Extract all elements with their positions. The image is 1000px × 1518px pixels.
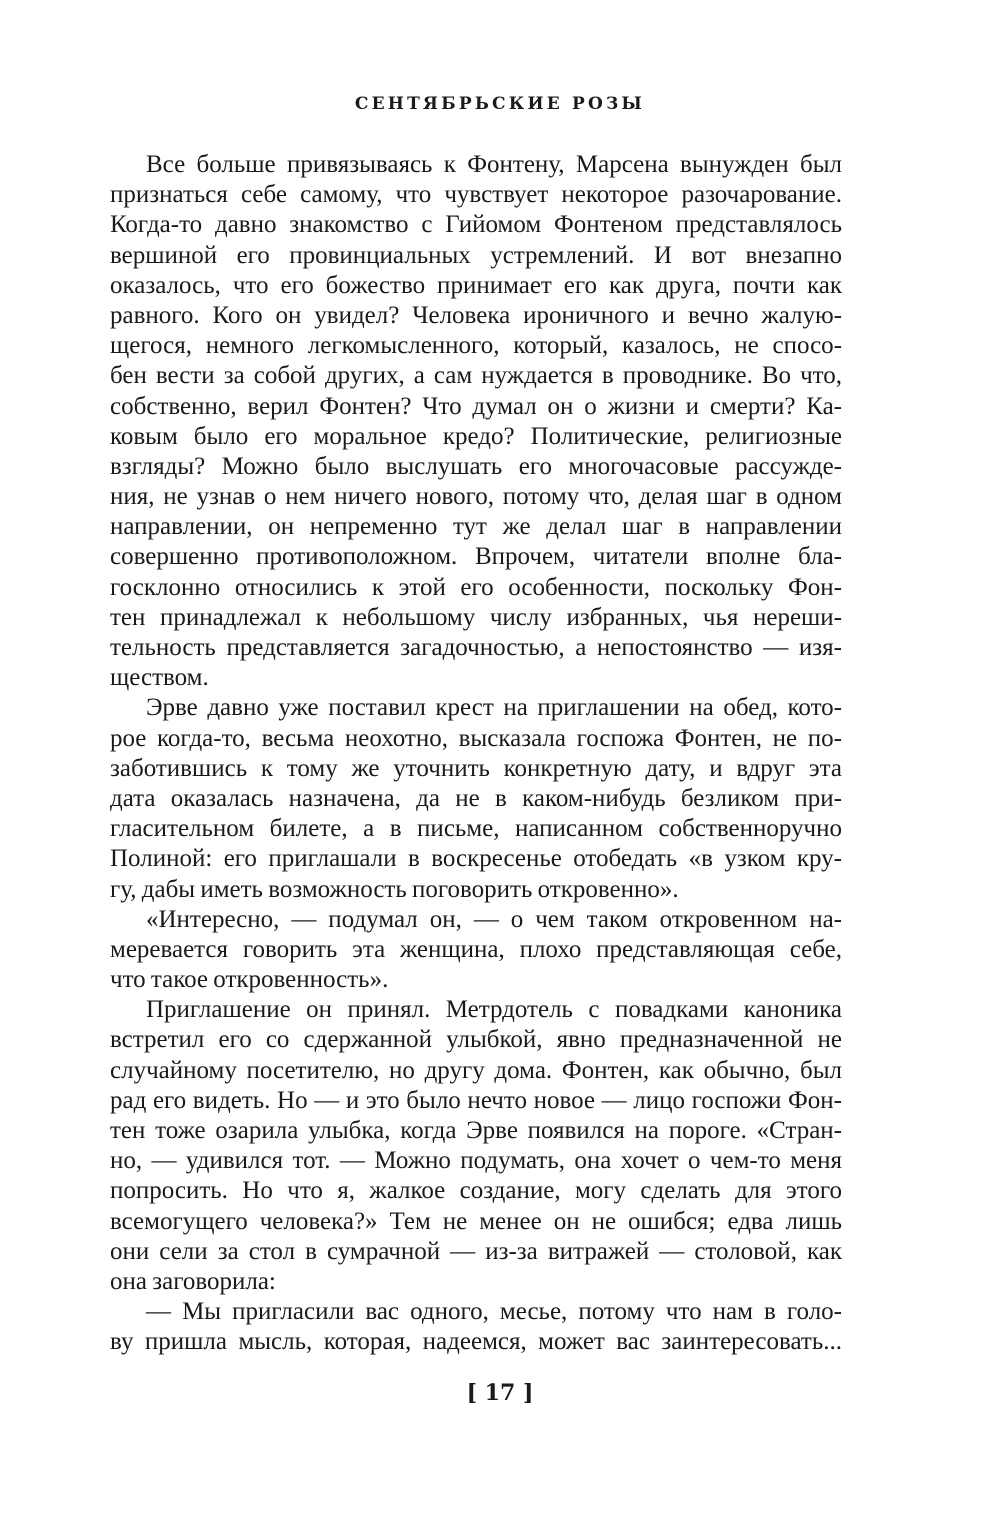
text-line: госклонно относились к этой его особенности, поскольку Фон-: [110, 573, 842, 601]
text-line: меревается говорить эта женщина, плохо представляющая себе,: [110, 935, 842, 963]
text-line: взгляды? Можно было выслушать его многочасовые рассужде-: [110, 452, 842, 480]
text-line: направлении, он непременно тут же делал шаг в направлении: [110, 513, 842, 541]
text-line: тен принадлежал к небольшому числу избранных, чья нереши-: [110, 603, 842, 631]
text-line: Когда-то давно знакомство с Гийомом Фонтеном представлялось: [110, 211, 842, 239]
text-line: но, — удивился тот. — Можно подумать, она хочет о чем-то меня: [110, 1147, 842, 1175]
text-line: рад его видеть. Но — и это было нечто новое — лицо госпожи Фон-: [110, 1086, 842, 1114]
text-line: щегося, немного легкомысленного, который, казалось, не спосо-: [110, 332, 842, 360]
text-line: оказалось, что его божество принимает его как друга, почти как: [110, 271, 842, 299]
text-line: признаться себе самому, что чувствует некоторое разочарование.: [110, 181, 842, 209]
text-line: ковым было его моральное кредо? Политические, религиозные: [110, 422, 842, 450]
text-line: попросить. Но что я, жалкое создание, могу сделать для этого: [110, 1177, 842, 1205]
text-line: совершенно противоположном. Впрочем, читатели вполне бла-: [110, 543, 842, 571]
body-text: [110, 150, 842, 1358]
text-line: ву пришла мысль, которая, надеемся, может вас заинтересовать...: [110, 1328, 842, 1356]
text-line: они сели за стол в сумрачной — из-за витражей — столовой, как: [110, 1237, 842, 1265]
text-line: бен вести за собой других, а сам нуждается в проводнике. Во что,: [110, 362, 842, 390]
text-line: заботившись к тому же уточнить конкретную дату, и вдруг эта: [110, 754, 842, 782]
text-line: собственно, верил Фонтен? Что думал он о жизни и смерти? Ка-: [110, 392, 842, 420]
text-line: гласительном билете, а в письме, написанном собственноручно: [110, 815, 842, 843]
text-line: дата оказалась назначена, да не в каком-нибудь безликом при-: [110, 784, 842, 812]
text-line: — Мы пригласили вас одного, месье, потому что нам в голо-: [146, 1298, 842, 1326]
text-line: тен тоже озарила улыбка, когда Эрве появился на пороге. «Стран-: [110, 1117, 842, 1144]
text-line: Приглашение он принял. Метрдотель с повадками каноника: [146, 996, 842, 1024]
text-line: что такое откровенность».: [110, 966, 389, 994]
text-line: вершиной его провинциальных устремлений. И вот внезапно: [110, 241, 842, 269]
running-title: СЕНТЯБРЬСКИЕ РОЗЫ: [354, 94, 646, 114]
text-line: равного. Кого он увидел? Человека ироничного и вечно жалую-: [110, 301, 842, 329]
text-line: ществом.: [110, 664, 209, 692]
text-line: Полиной: его приглашали в воскресенье отобедать «в узком кру-: [110, 845, 842, 873]
text-line: случайному посетителю, но другу дома. Фонтен, как обычно, был: [110, 1056, 842, 1084]
text-line: «Интересно, — подумал он, — о чем таком откровенном на-: [146, 905, 842, 933]
text-line: ния, не узнав о нем ничего нового, потому что, делая шаг в одном: [110, 483, 842, 511]
text-line: тельность представляется загадочностью, а непостоянство — изя-: [110, 634, 842, 661]
text-line: Эрве давно уже поставил крест на приглашении на обед, кото-: [146, 694, 842, 722]
text-line: она заговорила:: [110, 1267, 276, 1295]
page-number: [ 17 ]: [466, 1380, 534, 1406]
text-line: гу, дабы иметь возможность поговорить откровенно».: [110, 875, 679, 903]
text-line: встретил его со сдержанной улыбкой, явно предназначенной не: [110, 1026, 842, 1054]
text-line: рое когда-то, весьма неохотно, высказала госпожа Фонтен, не по-: [110, 724, 842, 752]
text-line: всемогущего человека?» Тем не менее он не ошибся; едва лишь: [110, 1207, 842, 1235]
text-line: Все больше привязываясь к Фонтену, Марсена вынужден был: [146, 151, 842, 178]
